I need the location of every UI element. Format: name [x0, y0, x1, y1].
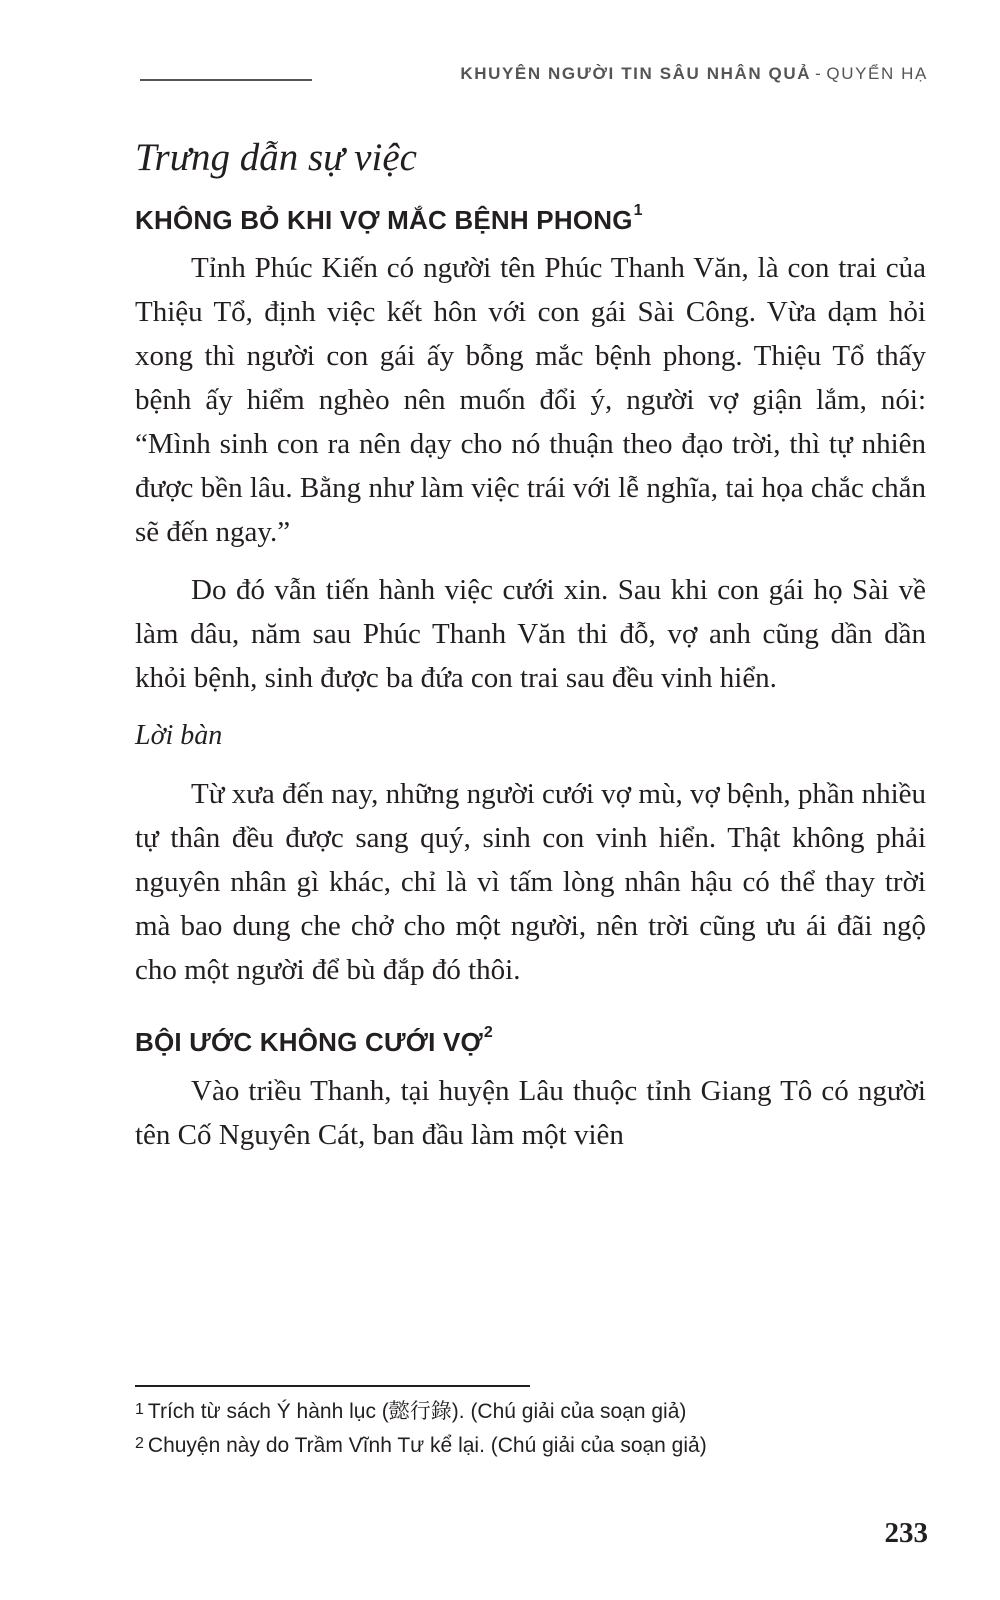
- footnote-reference: 1: [633, 201, 643, 219]
- story-paragraph: Do đó vẫn tiến hành việc cưới xin. Sau khi con gái họ Sài về làm dâu, năm sau Phúc Thanh Văn thi đỗ, vợ anh cũng dần dần khỏi bệnh, sinh được ba đứa con trai sau đều vinh hiển.: [135, 574, 926, 695]
- story-paragraph: Tỉnh Phúc Kiến có người tên Phúc Thanh Văn, là con trai của Thiệu Tổ, định việc kết hôn với con gái Sài Công. Vừa dạm hỏi xong thì người con gái ấy bỗng mắc bệnh phong. Thiệu Tổ thấy bệnh ấy hiểm nghèo nên muốn đổi ý, người vợ giận lắm, nói: “Mình sinh con ra nên dạy cho nó thuận theo đạo trời, thì tự nhiên được bền lâu. Bằng như làm việc trái với lễ nghĩa, tai họa chắc chắn sẽ đến ngay.”: [135, 252, 926, 549]
- footnote-rule: [135, 1385, 530, 1387]
- volume-label: QUYỂN HẠ: [826, 64, 928, 83]
- header-rule: [140, 79, 312, 81]
- story-heading-text: BỘI ƯỚC KHÔNG CƯỚI VỢ: [135, 1027, 483, 1058]
- commentary-label: Lời bàn: [135, 720, 223, 752]
- commentary-paragraph: Từ xưa đến nay, những người cưới vợ mù, vợ bệnh, phần nhiều tự thân đều được sang quý, sinh con vinh hiển. Thật không phải nguyên nhân gì khác, chỉ là vì tấm lòng nhân hậu có thể thay trời mà bao dung che chở cho một người, nên trời cũng ưu ái đãi ngộ cho một người để bù đắp đó thôi.: [135, 778, 926, 987]
- footnote-text: Chuyện này do Trầm Vĩnh Tư kể lại. (Chú giải của soạn giả): [147, 1434, 707, 1457]
- story-paragraph: Vào triều Thanh, tại huyện Lâu thuộc tỉnh Giang Tô có người tên Cố Nguyên Cát, ban đầu làm một viên: [135, 1074, 926, 1151]
- footnote-text: Trích từ sách Ý hành lục (懿行錄). (Chú giải của soạn giả): [147, 1400, 687, 1423]
- footnotes: [135, 1395, 915, 1463]
- footnote-mark: 1: [135, 1401, 144, 1418]
- header-separator: -: [815, 64, 823, 83]
- footnote-mark: 2: [135, 1435, 144, 1452]
- book-title: KHUYÊN NGƯỜI TIN SÂU NHÂN QUẢ: [460, 64, 812, 83]
- story-heading: [135, 202, 926, 238]
- story-heading-text: KHÔNG BỎ KHI VỢ MẮC BỆNH PHONG: [135, 204, 633, 235]
- page-content: [135, 135, 926, 1171]
- footnote-reference: 2: [483, 1024, 493, 1042]
- page-number: 233: [884, 1517, 928, 1549]
- footnote: [135, 1395, 915, 1429]
- running-header: [460, 64, 928, 84]
- story-heading: [135, 1024, 926, 1060]
- section-title: Trưng dẫn sự việc: [135, 136, 417, 179]
- footnote: [135, 1429, 915, 1463]
